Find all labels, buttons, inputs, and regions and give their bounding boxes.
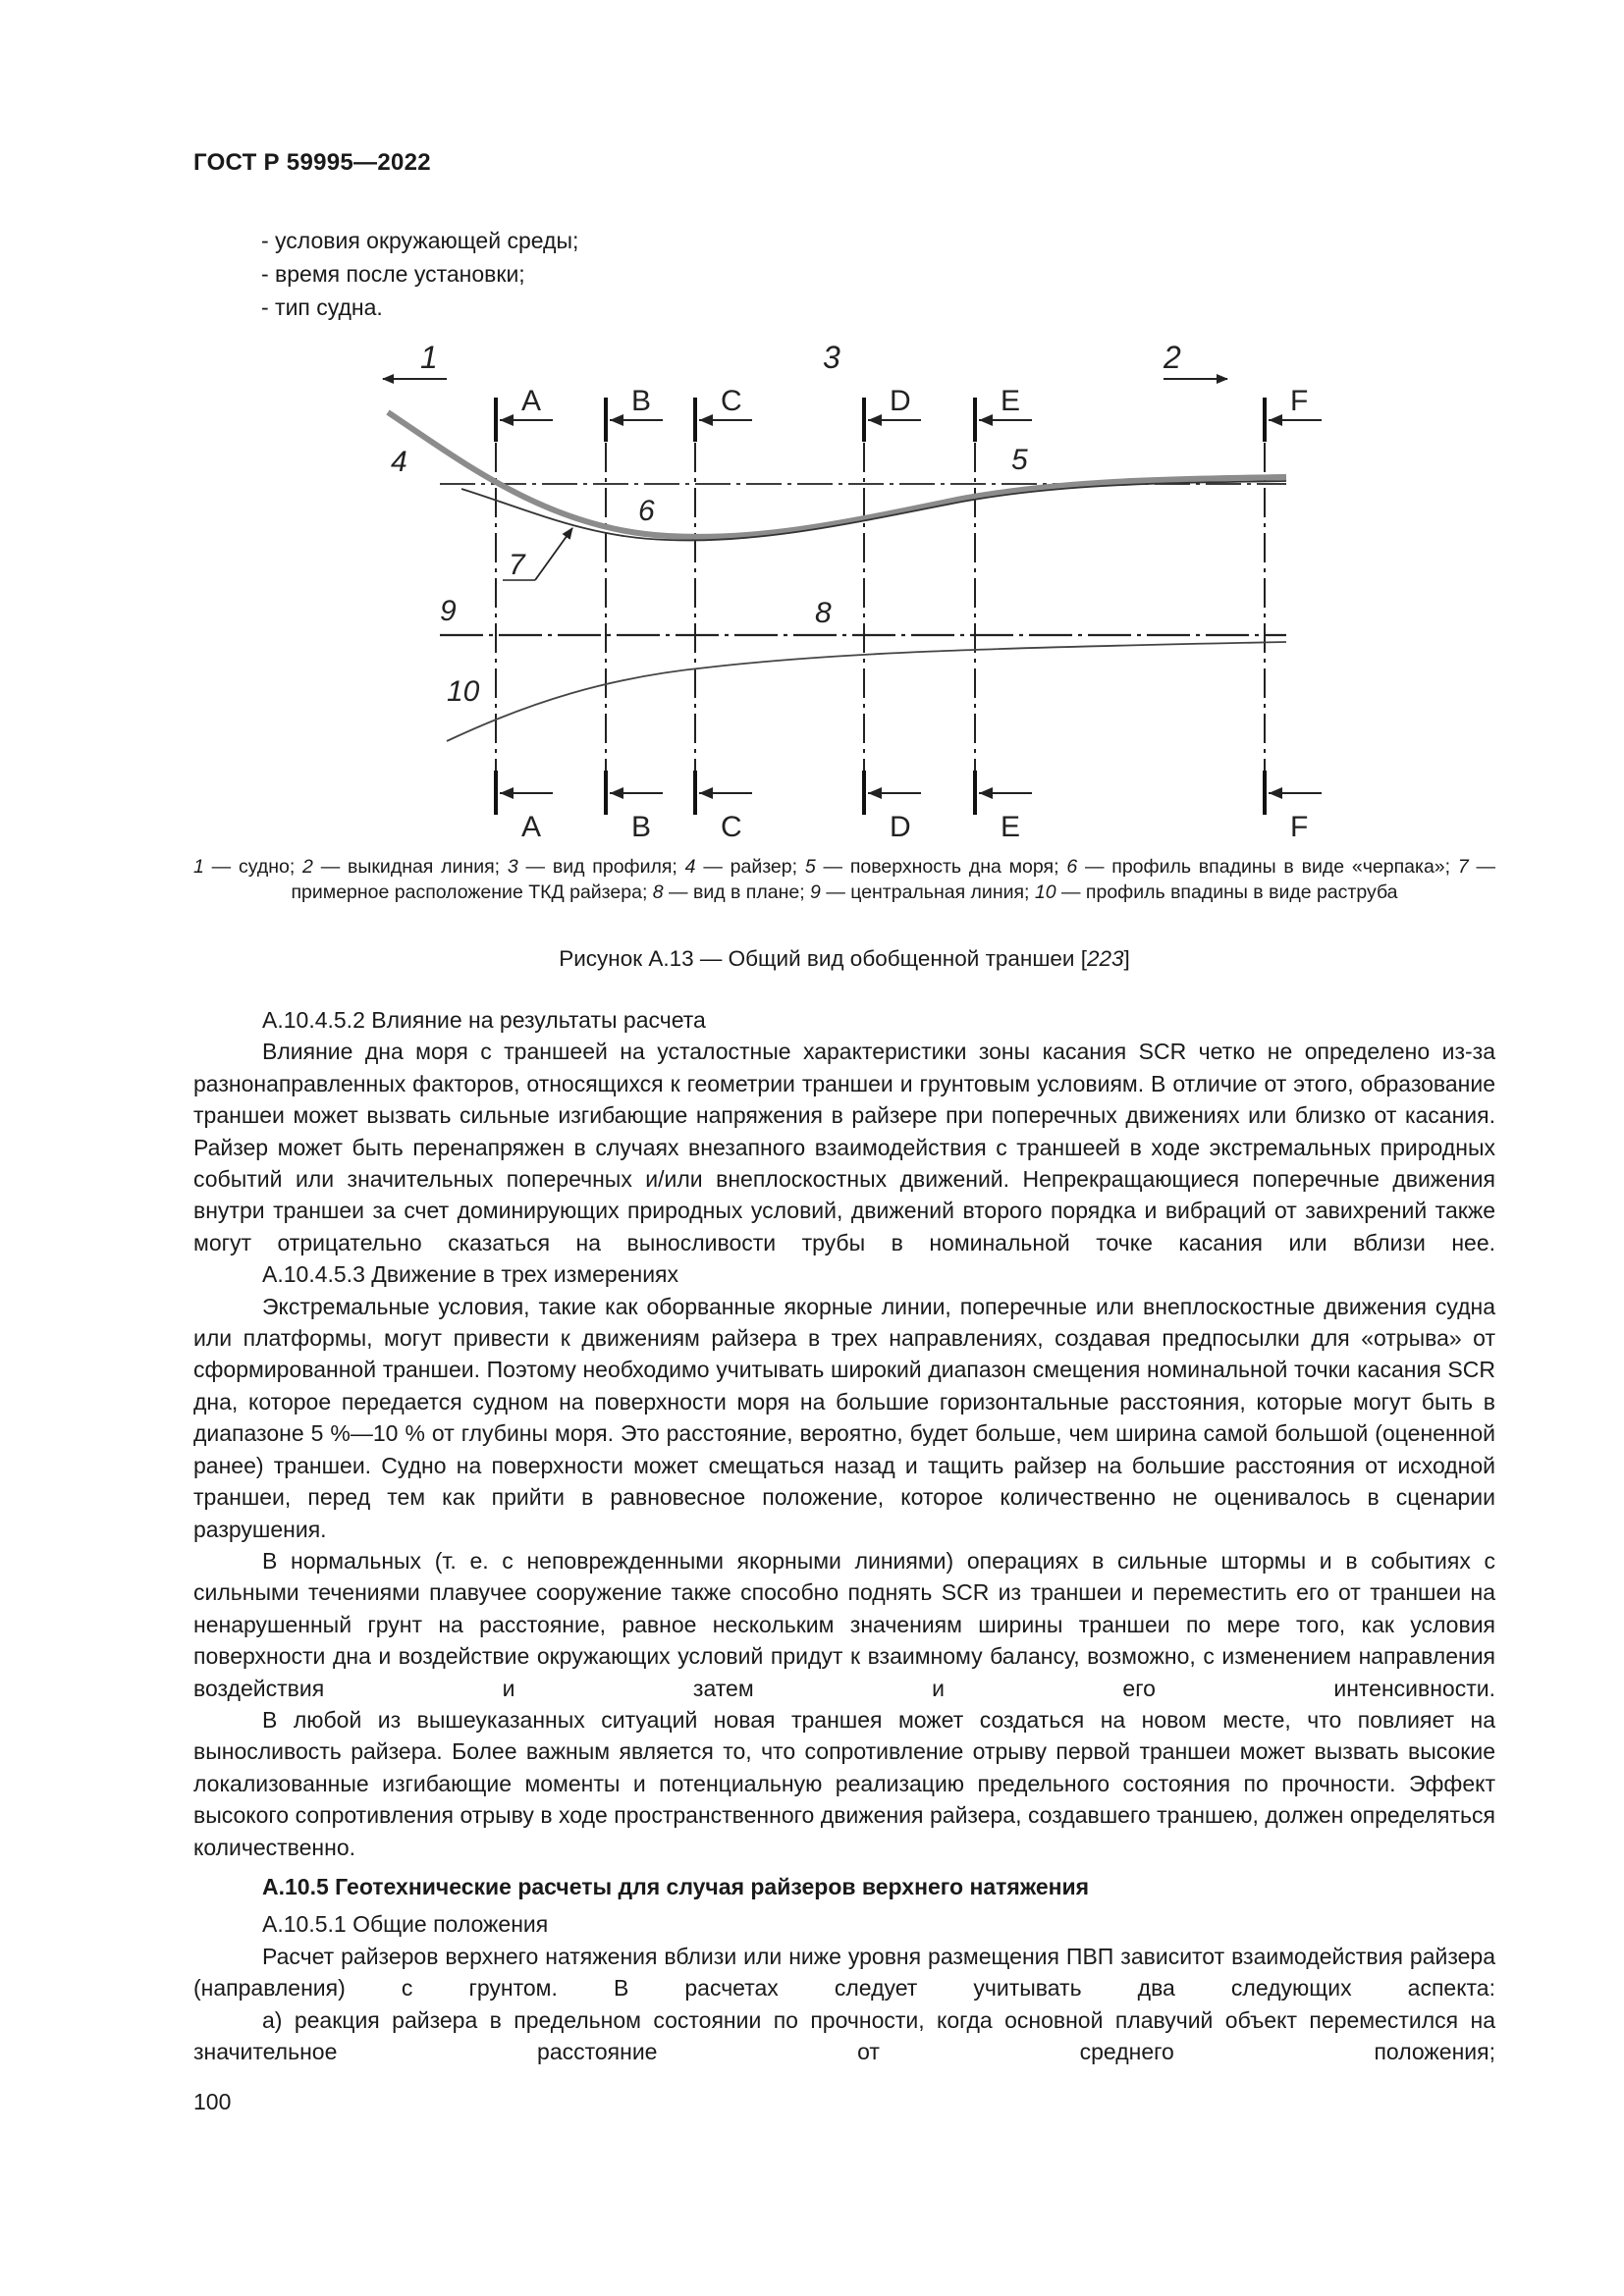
section-heading: А.10.5 Геотехнические расчеты для случая райзеров верхнего натяжения <box>262 1873 1090 1899</box>
label-8: 8 <box>815 597 832 629</box>
paragraph: Влияние дна моря с траншеей на усталостные характеристики зоны касания SCR четко не определено из-за разнонаправленных факторов, относящихся к геометрии траншеи и грунтовым условиям. В отличие от этого, образование траншеи может вызвать сильные изгибающие напряжения в райзере при поперечных движениях или близко от касания. Райзер может быть перенапряжен в случаях внезапного взаимодействия с траншеей в ходе экстремальных природных событий или значительных поперечных и/или внеплоскостных движений. Непрекращающиеся поперечные движения внутри траншеи за счет доминирующих природных условий, движений второго порядка и вибраций от завихрений также могут отрицательно сказаться на выносливости трубы в номинальной точке касания или вблизи нее. <box>193 1039 1495 1255</box>
legend-item: 1 — судно; <box>193 856 303 878</box>
trench-figure <box>0 324 1624 854</box>
riser-curve <box>388 412 1286 537</box>
section-label-bottom: F <box>1290 811 1309 843</box>
paragraph: В нормальных (т. е. с неповрежденными якорными линиями) операциях в сильные штормы и в событиях с сильными течениями плавучее сооружение также способно поднять SCR из траншеи и переместить его от траншеи на ненарушенный грунт на расстояние, равное нескольким значениям ширины траншеи по мере того, как условия поверхности дна и воздействие окружающих условий придут к взаимному балансу, возможно, с изменением направления воздействия и затем и его интенсивности. <box>193 1547 1495 1701</box>
figure-legend <box>193 854 1495 905</box>
section-arrowhead-bottom <box>979 787 993 799</box>
section-arrowhead-top <box>610 414 623 426</box>
section-label-bottom: C <box>721 811 742 843</box>
section-arrowhead-top <box>979 414 993 426</box>
section-label-top: B <box>631 385 652 417</box>
intro-list <box>261 224 578 324</box>
section-arrowhead-top <box>1269 414 1282 426</box>
legend-item: 8 — вид в плане; <box>652 881 811 903</box>
section-arrowhead-bottom <box>699 787 713 799</box>
subsection-title: А.10.4.5.2 Влияние на результаты расчета <box>262 1007 706 1033</box>
list-item: - условия окружающей среды; <box>261 228 579 253</box>
section-label-top: F <box>1290 385 1309 417</box>
paragraph: Экстремальные условия, такие как оборванные якорные линии, поперечные или внеплоскостные движения судна или платформы, могут привести к движениям райзера в трех направлениях, создавая предпосылки для «отрыва» от сформированной траншеи. Поэтому необходимо учитывать широкий диапазон смещения номинальной точки касания SCR дна, которое передается судном на поверхности моря на большие горизонтальные расстояния, которые могут быть в диапазоне 5 %—10 % от глубины моря. Это расстояние, вероятно, будет больше, чем ширина самой большой (оцененной ранее) траншеи. Судно на поверхности может смещаться назад и тащить райзер на большие расстояния от исходной траншеи, перед тем как прийти в равновесное положение, которое количественно не оценивалось в сценарии разрушения. <box>193 1293 1495 1542</box>
label-7: 7 <box>509 549 525 581</box>
section-arrowhead-top <box>500 414 514 426</box>
legend-item: 10 — профиль впадины в виде раструба <box>1034 881 1398 903</box>
section-label-bottom: D <box>890 811 911 843</box>
list-item: - тип судна. <box>261 294 383 320</box>
callout-7-line <box>535 528 572 580</box>
section-label-top: A <box>521 385 542 417</box>
subsection-title: А.10.5.1 Общие положения <box>262 1911 549 1938</box>
section-arrowhead-top <box>699 414 713 426</box>
trumpet-profile <box>447 642 1286 741</box>
section-label-top: E <box>1001 385 1021 417</box>
label-6: 6 <box>638 495 655 527</box>
legend-item: 3 — вид профиля; <box>507 856 685 878</box>
scoop-profile <box>461 481 1286 540</box>
legend-item: 7 — примерное расположение ТКД райзера; <box>291 856 1496 903</box>
section-arrowhead-top <box>868 414 882 426</box>
section-arrowhead-bottom <box>610 787 623 799</box>
section-label-top: C <box>721 385 742 417</box>
legend-item: 4 — райзер; <box>684 856 805 878</box>
label-5: 5 <box>1011 444 1028 476</box>
paragraph: В любой из вышеуказанных ситуаций новая траншея может создаться на новом месте, что повлияет на выносливость райзера. Более важным является то, что сопротивление отрыву первой траншеи может вызвать высокие локализованные изгибающие моменты и потенциальную реализацию предельного состояния по прочности. Эффект высокого сопротивления отрыву в ходе пространственного движения райзера, создавшего траншею, должен определяться количественно. <box>193 1706 1495 1860</box>
legend-item: 5 — поверхность дна моря; <box>804 856 1067 878</box>
section-arrowhead-bottom <box>868 787 882 799</box>
section-label-bottom: E <box>1001 811 1021 843</box>
figure-caption: Рисунок А.13 — Общий вид обобщенной траншеи [223] <box>559 946 1130 971</box>
page-number: 100 <box>193 2089 232 2114</box>
section-arrowhead-bottom <box>500 787 514 799</box>
legend-item: 2 — выкидная линия; <box>302 856 508 878</box>
section-label-top: D <box>890 385 911 417</box>
label-2: 2 <box>1164 340 1181 375</box>
label-9: 9 <box>440 595 457 627</box>
section-markers <box>496 385 1322 843</box>
legend-item: 6 — профиль впадины в виде «черпака»; <box>1066 856 1458 878</box>
legend-item: 9 — центральная линия; <box>810 881 1035 903</box>
page-header: ГОСТ Р 59995—2022 <box>193 149 431 176</box>
section-arrowhead-bottom <box>1269 787 1282 799</box>
label-3: 3 <box>823 340 840 375</box>
paragraph: а) реакция райзера в предельном состоянии по прочности, когда основной плавучий объект переместился на значительное расстояние от среднего положения; <box>193 2006 1495 2064</box>
subsection-title: А.10.4.5.3 Движение в трех измерениях <box>262 1261 678 1288</box>
section-label-bottom: B <box>631 811 652 843</box>
body-text <box>193 1004 1495 2067</box>
label-4: 4 <box>391 446 407 478</box>
section-label-bottom: A <box>521 811 542 843</box>
label-10: 10 <box>447 675 480 708</box>
list-item: - время после установки; <box>261 261 525 287</box>
label-1: 1 <box>420 340 438 375</box>
paragraph: Расчет райзеров верхнего натяжения вблизи или ниже уровня размещения ПВП зависитот взаимодействия райзера (направления) с грунтом. В расчетах следует учитывать два следующих аспекта: <box>193 1943 1495 2002</box>
